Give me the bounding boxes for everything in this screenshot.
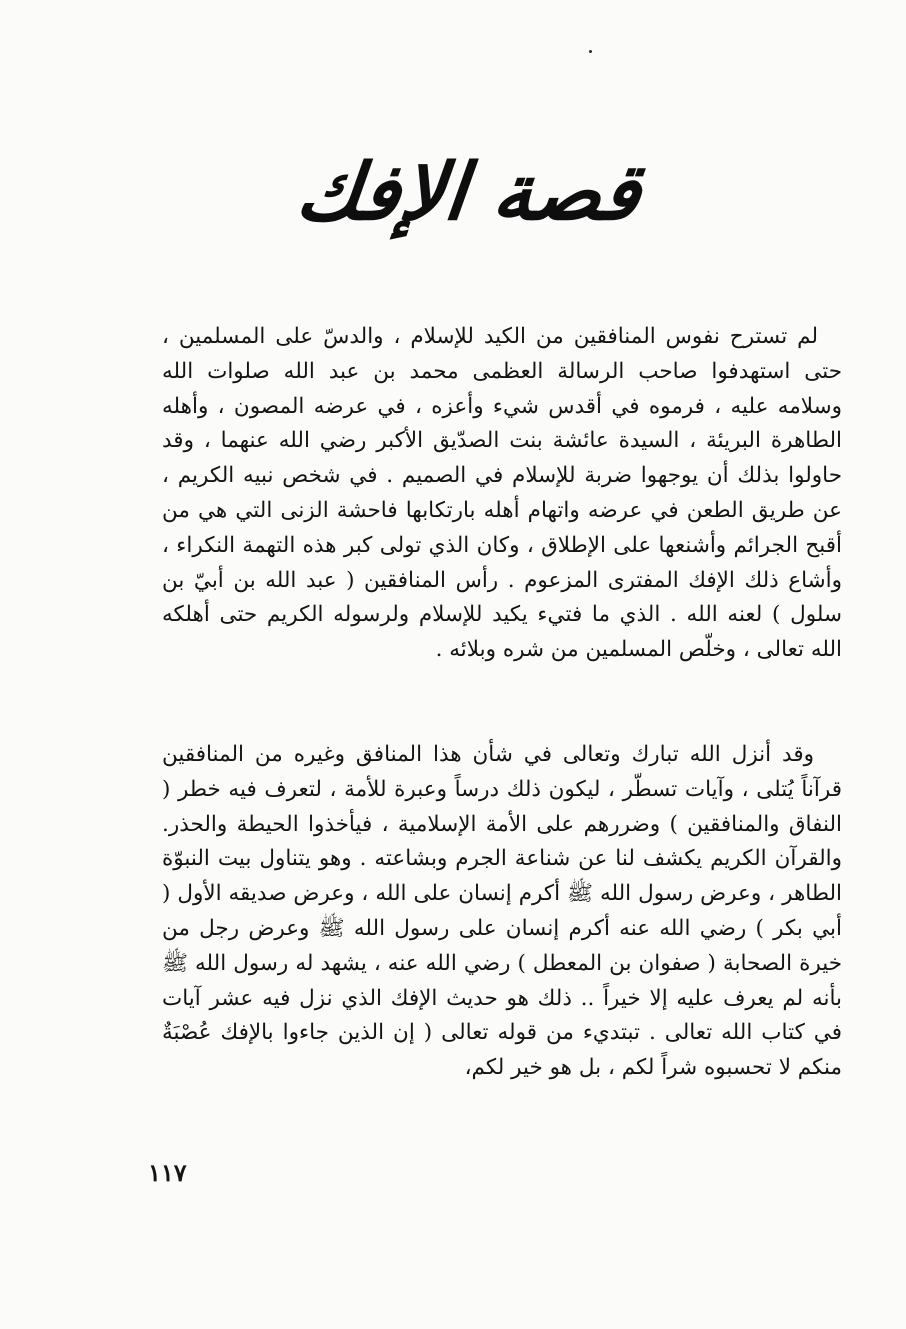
top-dot — [589, 50, 592, 53]
page-number: ١١٧ — [148, 1158, 187, 1187]
paragraph-2: وقد أنزل الله تبارك وتعالى في شأن هذا المنافق وغيره من المنافقين قرآناً يُتلى ، وآيات تسطّر ، ليكون ذلك درساً وعبرة للأمة ، لتعرف فيه خطر ( النفاق والمنافقين ) وضررهم على الأمة الإسلامية ، فيأخذوا الحيطة والحذر. والقرآن الكريم يكشف لنا عن شناعة الجرم وبشاعته . وهو يتناول بيت النبوّة الطاهر ، وعرض رسول الله ﷺ أكرم إنسان على الله ، وعرض صديقه الأول ( أبي بكر ) رضي الله عنه أكرم إنسان على رسول الله ﷺ وعرض رجل من خيرة الصحابة ( صفوان بن المعطل ) رضي الله عنه ، يشهد له رسول الله ﷺ بأنه لم يعرف عليه إلا خيراً .. ذلك هو حديث الإفك الذي نزل فيه عشر آيات في كتاب الله تعالى . تبتديء من قوله تعالى ( إن الذين جاءوا بالإفك عُصْبَةٌ منكم لا تحسبوه شراً لكم ، بل هو خير لكم، — [162, 742, 842, 1081]
paragraph-1: لم تسترح نفوس المنافقين من الكيد للإسلام ، والدسّ على المسلمين ، حتى استهدفوا صاحب الرسالة العظمى محمد بن عبد الله صلوات الله وسلامه عليه ، فرموه في أقدس شيء وأعزه ، في عرضه المصون ، وأهله الطاهرة البريئة ، السيدة عائشة بنت الصدّيق الأكبر رضي الله عنهما ، وقد حاولوا بذلك أن يوجهوا ضربة للإسلام في الصميم . في شخص نبيه الكريم ، عن طريق الطعن في عرضه واتهام أهله بارتكابها فاحشة الزنى التي هي من أقبح الجرائم وأشنعها على الإطلاق ، وكان الذي تولى كبر هذه التهمة النكراء ، وأشاع ذلك الإفك المفترى المزعوم . رأس المنافقين ( عبد الله بن أبيّ بن سلول ) لعنه الله . الذي ما فتيء يكيد للإسلام ولرسوله الكريم حتى أهلكه الله تعالى ، وخلّص المسلمين من شره وبلائه . — [162, 324, 842, 663]
chapter-title: قصة الإفك — [292, 147, 645, 238]
